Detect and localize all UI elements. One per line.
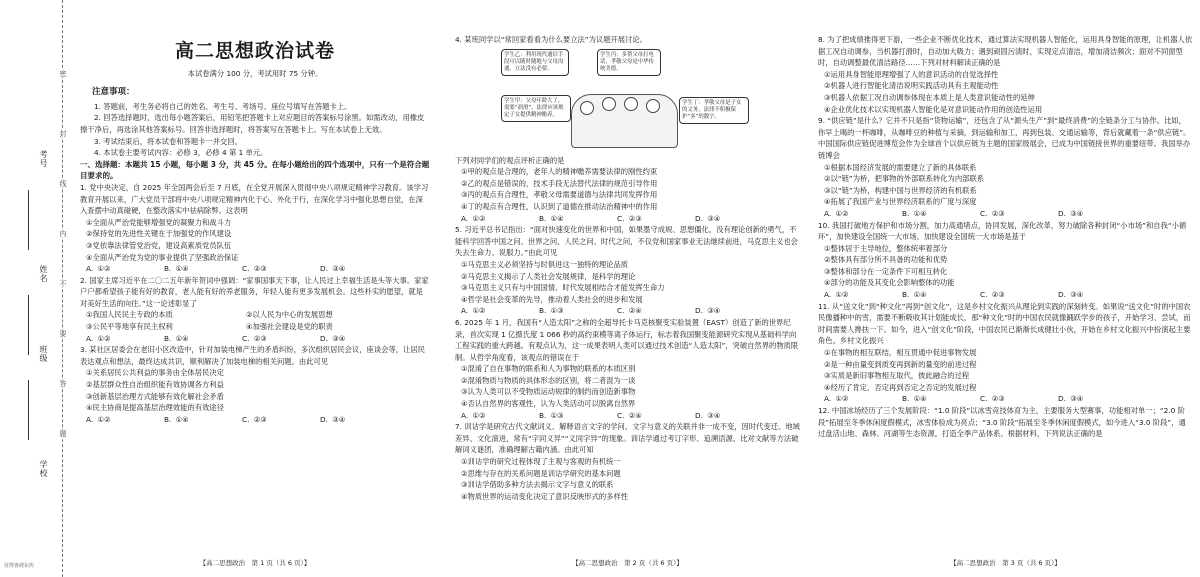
page-3-column [818,4,1193,570]
option: ②以“链”为桥，把事物的外部联系转化为内部联系 [824,174,985,184]
option: ③党依靠法律管党治党，建设高素质党员队伍 [86,240,232,250]
answer-choice: D. ③④ [320,333,346,343]
answer-choice: B. ①④ [539,213,564,223]
question-3-stem: 3. 某社区居委会在老旧小区改造中，针对加装电梯产生的矛盾纠纷，多次组织居民会议，座谈会等，让居民表达观点和想法，最终达成共识，顺利解决了加装电梯的相关问题。由此可见 [80,345,425,366]
option: ③马克思主义只有与中国国情、时代发展相结合才能发挥生命力 [461,283,665,293]
name-blank [28,295,29,355]
option: ②机器人进行智能化清洁说明实践活动具有主观能动性 [824,81,999,91]
answer-choice: D. ③④ [695,410,721,420]
notice-item: 1. 答题前，考生务必将自己的姓名、考生号、考场号、座位号填写在答题卡上。 [94,101,352,111]
answer-choice: C. ②③ [242,264,267,274]
answer-choices [818,289,1193,301]
answer-choice: C. ②④ [617,410,642,420]
answer-choice: D. ③④ [1058,208,1084,218]
option: ②基层群众性自治组织能有效协调各方利益 [86,380,224,390]
question-11-stem: 11. 从“送文化”到“种文化”再到“创文化”，这是乡村文化振兴从理论到实践的深刻转变。如果说“送文化”时的中国农民像播种中的雪，需要不断吸收其计划能成长，那“种文化”时的中国农民就像踊跃学步的孩子，开始学习、尝试，而时间需要人搀扶一下。如今，进入“创文化”阶段，中国农民已渐渐长成健壮小伙，开始在乡村文化振兴中扮演起主要角色。乡村文化振兴 [818,301,1191,346]
answer-choice: D. ③④ [695,306,721,316]
exam-meta: 本试卷满分 100 分，考试用时 75 分钟。 [187,68,323,78]
speech-bubble: 学生丙：多帮父母打电话，孝敬父母是中华传统美德。 [597,49,661,77]
option: ③丙的观点有合理性，孝敬父母需要道德与法律共同发挥作用 [461,190,658,200]
notice-heading: 注意事项： [92,87,135,98]
option: ④物质世界的运动变化决定了意识反映形式的多样性 [461,491,629,501]
answer-choices [818,393,1193,405]
answer-choice: A. ①② [86,264,111,274]
page-footer: 【高二思想政治 第 1 页（共 6 页）】 [199,559,311,568]
answer-choice: B. ①③ [539,306,564,316]
answer-choice: C. ②③ [980,208,1005,218]
option: ④全面从严治党为党的事业提供了坚强政治保证 [86,252,239,262]
option: ②乙的观点是错误的，技术手段无法替代法律的规范引导作用 [461,178,658,188]
option: ②混淆物质与物质的具体形态的区别，将二者混为一谈 [461,375,636,385]
option: ④部分的功能及其变化会影响整体的功能 [824,278,955,288]
answer-choice: D. ③④ [1058,394,1084,404]
question-4-prompt: 下列对同学们的观点评析正确的是 [455,155,565,165]
seal-mark: 封 [59,130,67,137]
option: ①全面从严治党能够增强党的凝聚力和战斗力 [86,217,232,227]
option: ①训诂学的研究过程体现了主观与客观的有机统一 [461,457,621,467]
discussion-cartoon [501,49,751,149]
option: ①根据本国经济发展的需要建立了新的具体联系 [824,162,977,172]
seal-mark: 密 [59,70,67,77]
answer-choice: B. ①④ [902,394,927,404]
answer-choice: A. ①② [824,208,849,218]
option: ③认为人类可以不受物质运动规律的制约而创造新事物 [461,387,636,397]
option: ①整体居于主导地位，整体统率着部分 [824,243,948,253]
student-head [580,101,594,115]
answer-choice: C. ②③ [980,290,1005,300]
students-illustration [571,94,678,148]
answer-choices [455,410,800,422]
option-text: ③公民平等地享有民主权利 [86,322,173,332]
name-label: 姓名 [39,265,48,283]
option: ④丁的观点有合理性，认识到了道德在推动法治精神中的作用 [461,201,658,211]
option [80,309,430,321]
seal-mark: 题 [59,430,67,437]
option: ①马克思主义必须坚持与时俱进这一独特的理论品质 [461,259,629,269]
question-9-stem: 9. “供应链”是什么？它并不只是指“货物运输”，还包含了从“源头生产”到“最终消费”的全链条分工与协作。比如，你早上喝的一杯咖啡，从咖啡豆的种植与采摘，到运输和加工，再到包装、交通运输等，背后就藏着一条“供应链”。中国国际供应链促进博览会作为全球首个以供应链为主题的国家级展会，已成为中国链接世界的重要纽带。我国举办链博会 [818,116,1191,160]
answer-choice: B. ①④ [164,414,189,424]
answer-choice: B. ①④ [164,333,189,343]
answer-choice: B. ①④ [902,290,927,300]
answer-choices [455,213,800,225]
page-footer: 【高二思想政治 第 3 页（共 6 页）】 [950,559,1061,568]
seal-mark: 不 [59,280,67,287]
seal-mark: 答 [59,380,67,387]
answer-choice: D. ③④ [1058,290,1084,300]
exam-number-blank [28,190,29,250]
answer-choices [80,333,430,345]
option: ②马克思主义揭示了人类社会发展规律，是科学的理论 [461,271,636,281]
option: ③以“链”为桥，构建中国与世界经济的有机联系 [824,185,977,195]
school-label: 学校 [39,460,48,478]
speech-bubble: 学生丁：孝敬父母是子女的义务，法律不积极保护“多”的数字。 [679,97,749,125]
gutter-bottom-text: 征得客坡东传 [4,563,35,569]
option-text: ②以人民为中心的发展思想 [246,310,333,320]
option: ③实质是新旧事物相互取代，彼此融合的过程 [824,371,970,381]
student-head [646,99,660,113]
option: ④哲学是社会变革的先导，推动着人类社会的进步和发展 [461,294,643,304]
option-text: ①我国人民民主专政的本质 [86,310,173,320]
answer-choice: C. ②③ [980,394,1005,404]
answer-choice: A. ①② [461,410,486,420]
speech-bubble: 学生乙：利用现代通信手段可以随时随地与父母沟通，立法没有必要。 [501,49,569,77]
answer-choice: A. ①② [86,333,111,343]
student-head [602,97,616,111]
answer-choice: C. ②③ [242,414,267,424]
answer-choice: B. ①④ [902,208,927,218]
page-footer: 【高二思想政治 第 2 页（共 6 页）】 [572,559,683,568]
seal-mark: 线 [59,180,67,187]
question-10-stem: 10. 我国打破地方保护和市场分割，加力高通堵点，协同发展，深化改革，努力破除各种封闭“小市场”和自我“小循环”，加快建设全国统一大市场。加快建设全国统一大市场是基于 [818,220,1187,242]
answer-choices [80,263,430,275]
option: ②是一种由量变到质变再到新的量变的前进过程 [824,359,977,369]
answer-choice: C. ②④ [617,306,642,316]
page-1-column [80,4,430,570]
option: ③训诂学借助多种方法去揭示文字与意义的联系 [461,480,614,490]
page-2-column [455,4,800,570]
question-7-stem: 7. 训诂学是研究古代文献词义、解释语言文字的学问。文字与意义的关联并非一成不变，因时代变迁、地域差异、文化演进，常有“字同义异”“义同字异”的现象。训诂学通过考订字形、追溯语源、比对文献等方法破解词义谜团，准确理解古籍内涵。由此可知 [455,422,800,455]
section-heading: 一、选择题：本题共 15 小题，每小题 3 分，共 45 分。在每小题给出的四个选项中，只有一个是符合题目要求的。 [80,159,430,181]
student-head [624,97,638,111]
notice-item: 4. 本试卷主要考试内容：必修 3，必修 4 第 1 单元。 [94,148,268,158]
answer-choice: A. ①② [461,213,486,223]
exam-number-label: 考号 [39,150,48,168]
option: ④企业优化技术以实现机器人智能化是对意识能动作用的创造性运用 [824,104,1043,114]
option: ②思维与存在的关系问题是训诂学研究的基本问题 [461,468,621,478]
answer-choice: B. ①④ [164,264,189,274]
option: ①甲的观点是合理的，老年人的精神赡养需要法律的刚性约束 [461,167,658,177]
answer-choice: D. ③④ [695,213,721,223]
question-5-stem: 5. 习近平总书记指出：“面对快速变化的世界和中国，如果墨守成规、思想僵化，没有理论创新的勇气，不能科学回答中国之问、世界之问、人民之问、时代之问，不仅党和国家事业无法继续前进，马克思主义也会失去生命力、说服力。”由此可见 [455,225,798,258]
option: ③整体和部分在一定条件下可相互转化 [824,266,948,276]
option: ①运用具身智能原理增强了人的意识活动的自觉选择性 [824,69,999,79]
option [80,321,430,333]
answer-choices [80,414,430,426]
notice-item: 3. 考试结束后，将本试卷和答题卡一并交回。 [94,136,242,146]
option: ①在事物的相互联结，相互贯通中促进事物发展 [824,348,977,358]
option: ④民主协商是提高基层治理效能的有效途径 [86,403,224,413]
seal-mark: 内 [59,230,67,237]
option: ③机器人依据工况自动调参体现在本质上是人类意识能动性的延伸 [824,92,1035,102]
notice-item: 2. 回答选择题时，选出每小题答案后，用铅笔把答题卡上对应题目的答案标号涂黑。如需改动，用橡皮擦干净后，再选涂其他答案标号。回答非选择题时，将答案写在答题卡上。写在本试卷上无效。 [80,113,425,134]
exam-title: 高二思想政治试卷 [174,40,335,62]
option: ④经历了肯定、否定再到否定之否定的发展过程 [824,382,977,392]
option-text: ④加强社会建设是党的职责 [246,322,333,332]
question-6-stem: 6. 2025 年 1 月，我国有“人造太阳”之称的全超导托卡马克核聚变实验装置（EAST）创造了新的世界纪录，首次实现 1 亿摄氏度 1 066 秒的高约束模等离子体运行，标志着我国聚变能源研究实现从基础科学向工程实践的重大跨越。有观点认为，这一成果表明人类可以通过技术创造“人造太阳”，突破自然界的物质限制。从哲学角度看，该观点的错误在于 [455,317,799,362]
option: ③创新基层治理方式能够有效化解社会矛盾 [86,391,224,401]
answer-choice: A. ①② [86,414,111,424]
answer-choices [455,305,800,317]
answer-choice: C. ②③ [617,213,642,223]
option: ②保持党的先进性关键在于加强党的作风建设 [86,229,232,239]
speech-bubble: 学生甲：父母年龄大了，需要“润滑”，法律应该规定子女提供精神赡养。 [501,95,571,123]
option: ①关系居民公共利益的事务由全体居民决定 [86,368,224,378]
binding-cut-line [62,0,63,577]
answer-choice: C. ②③ [242,333,267,343]
question-2-stem: 2. 国家主席习近平在二〇二五年新年贺词中强调：“家事国事天下事，让人民过上幸福生活是头等大事。家家户户都希望孩子能有好的教育，老人能有好的养老服务，年轻人能有更多发展机会。这些朴实的愿望，就是对美好生活的向往。”这一论述彰显了 [80,275,429,308]
option: ④否认自然界的客观性，认为人类活动可以脱离自然界 [461,399,636,409]
answer-choice: D. ③④ [320,414,346,424]
answer-choice: A. ①② [824,394,849,404]
question-8-stem: 8. 为了把成绩推得更下游，一些企业不断优化技术，通过算法实现机器人智能化，运用具身智能的原理，让机器人依据工况自动调参，当机器打滑时，自动加大吸力；遇到顽固污渍时，实现定点清洁，增加清洁频次；面对不同窗型时，自动调整最优清洁路径……下列对材料解读正确的是 [818,35,1193,68]
answer-choices [818,208,1193,220]
seal-mark: 要 [59,330,67,337]
answer-choice: A. ①② [824,290,849,300]
binding-gutter [0,0,70,577]
question-4-stem: 4. 某班同学以“常回家看看为什么要立法”为议题开展讨论。 [455,35,647,44]
answer-choice: A. ①② [461,306,486,316]
question-12-stem: 12. 中国冰场经历了三个发展阶段：“1.0 阶段”以冰雪竞技体育为主，主要服务大型赛事，功能相对单一；“2.0 阶段”拓展至冬季休闲度假模式，冰雪体验成为亮点；“3.0 阶段”拓展至冬季休闲度假模式，如今进入“3.0 阶段”，通过盘活山地、森林、河湖等生态资源，打造全季产品体系。根据材料，下列说法正确的是 [818,406,1186,439]
question-1-stem: 1. 党中央决定，自 2025 年全国两会后至 7 月底，在全党开展深入贯彻中央八项规定精神学习教育。该学习教育开展以来，广大党员干部将中央八项规定精神内化于心、外化于行，在深化学习中强化思想自觉，在深入查摆中动真碰硬，在整改落实中祛病除弊。这表明 [80,182,429,216]
answer-choice: B. ①③ [539,410,564,420]
option: ④拓展了我国产业与世界经济联系的广度与深度 [824,197,977,207]
class-blank [28,380,29,440]
option: ①混淆了自在事物的联系和人为事物的联系的本质区别 [461,364,636,374]
class-label: 班级 [39,345,48,363]
answer-choice: D. ③④ [320,264,346,274]
option: ②整体具有部分所不具备的功能和优势 [824,255,948,265]
